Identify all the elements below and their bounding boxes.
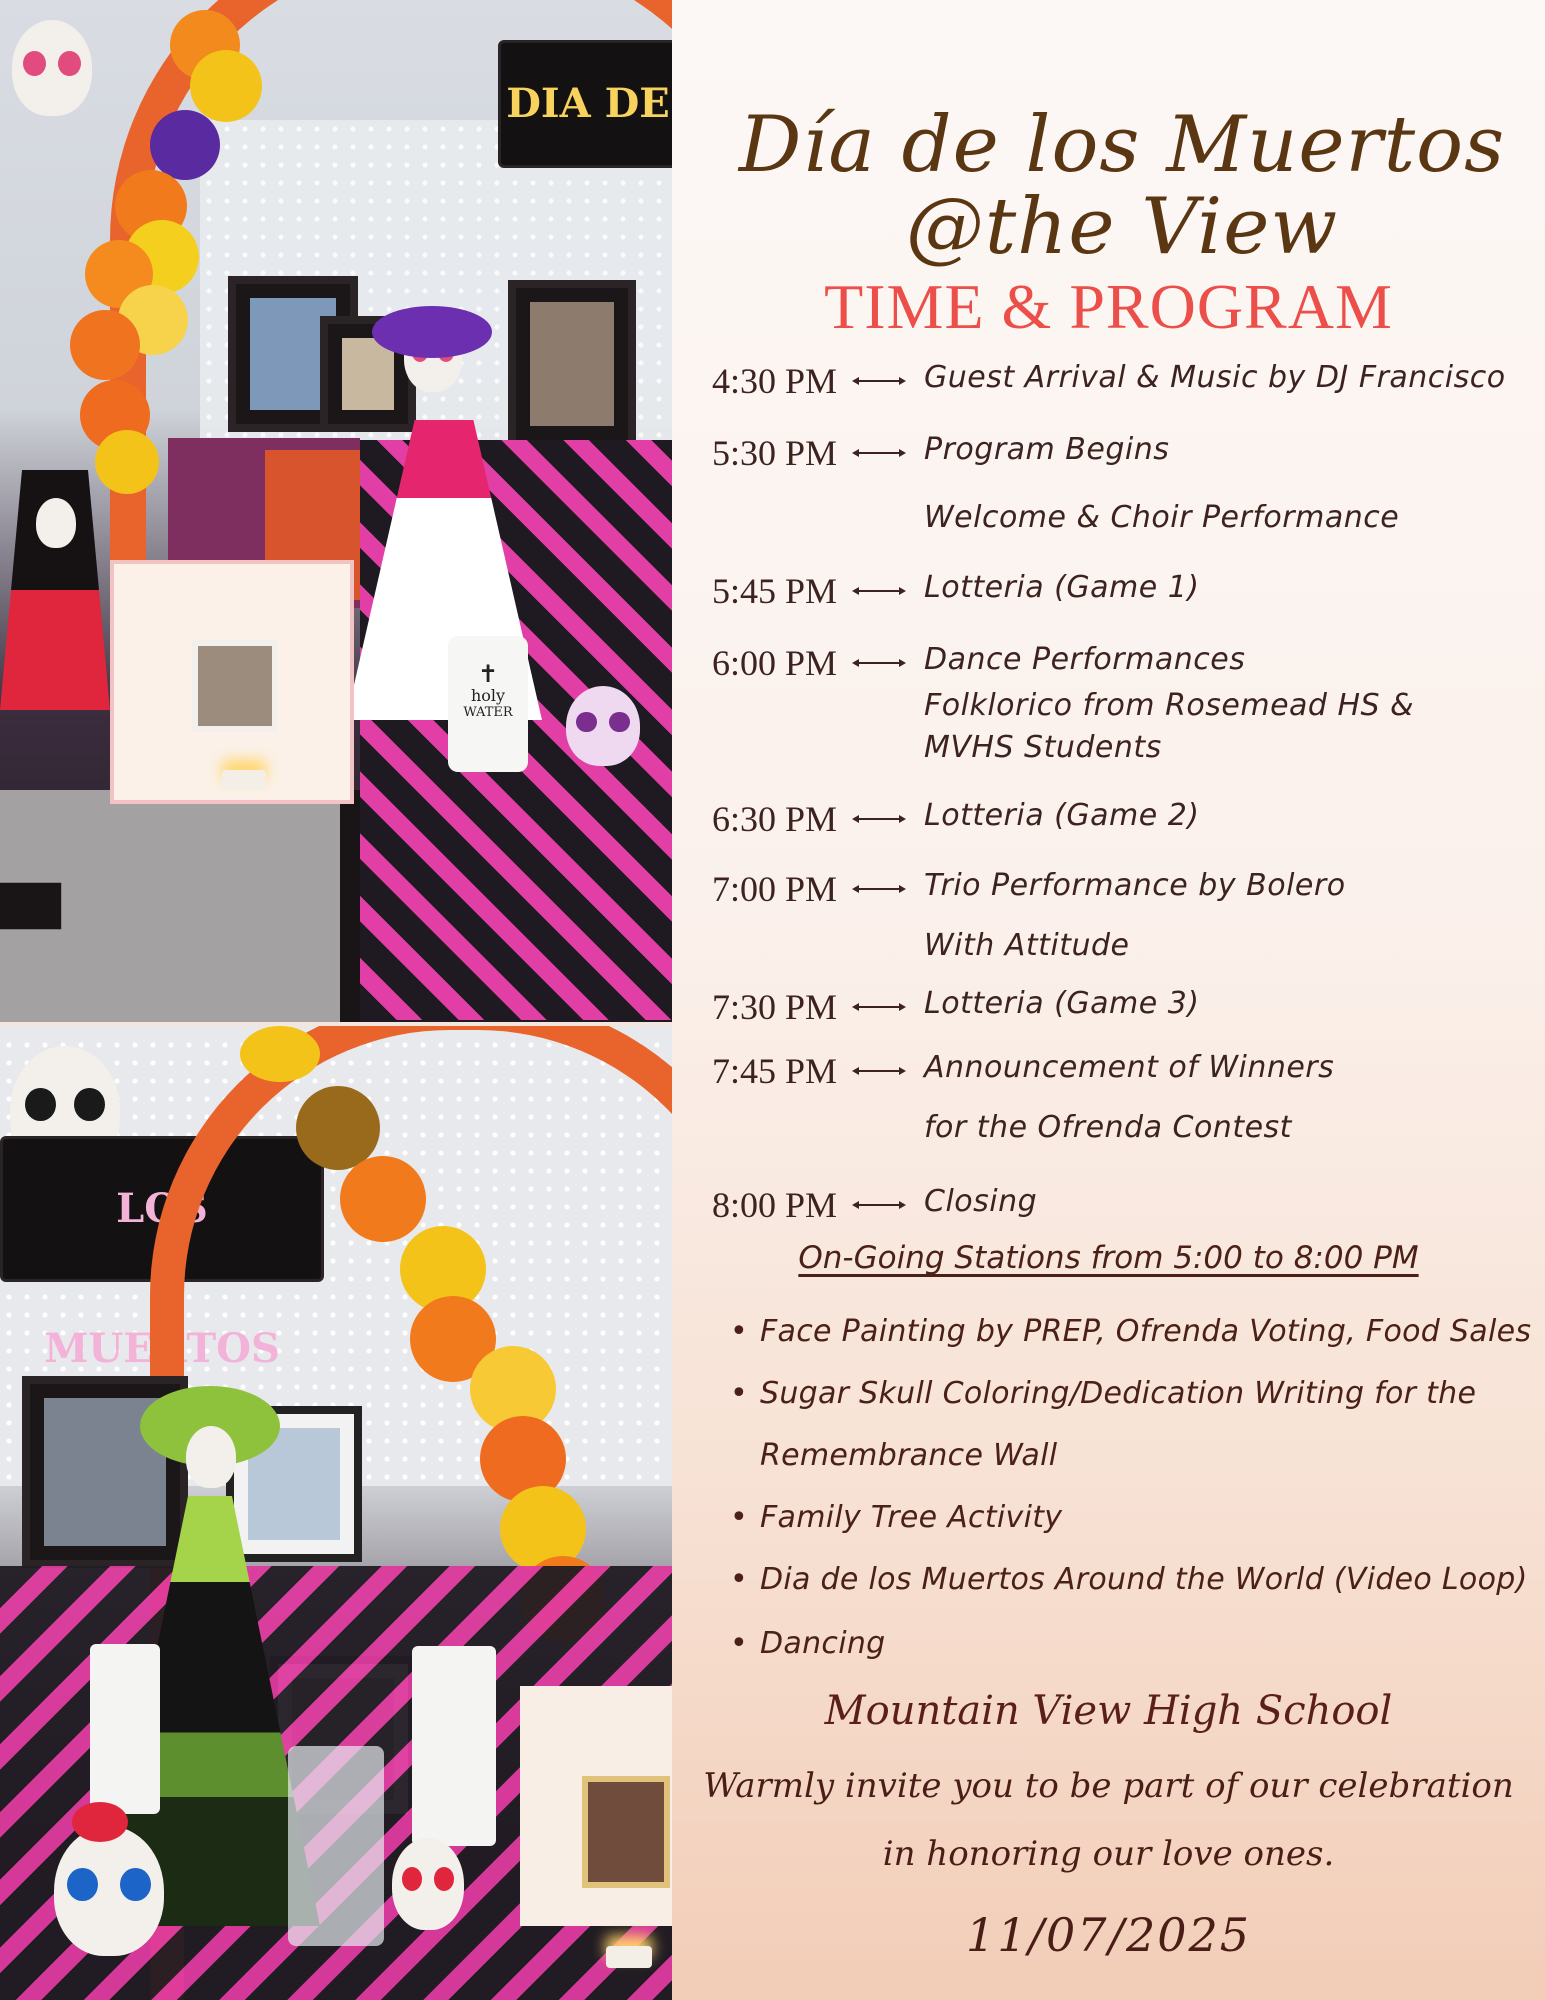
skull-eye	[609, 712, 630, 733]
catrina-head-left	[36, 498, 76, 548]
schedule-event: Lotteria (Game 1)	[924, 570, 1200, 605]
schedule-event: Trio Performance by Bolero	[924, 868, 1346, 903]
schedule-event: Program Begins	[924, 432, 1170, 467]
sign-text-bottom: LOS MUERTOS	[44, 1185, 280, 1372]
station-item: • Family Tree Activity	[760, 1500, 1062, 1535]
double-arrow-icon	[854, 380, 904, 382]
schedule-time: 4:30 PM	[712, 361, 838, 401]
schedule-row	[712, 570, 1532, 614]
skull-eye	[576, 712, 597, 733]
catrina-hat	[372, 306, 492, 358]
event-date: 11/07/2025	[965, 1908, 1252, 1962]
skull-eye	[74, 1088, 105, 1122]
schedule-row	[712, 1184, 1532, 1228]
marigold-flower	[70, 310, 140, 380]
invite-line: Warmly invite you to be part of our celebration	[703, 1766, 1514, 1806]
program-panel	[672, 0, 1545, 2000]
skull-eye	[434, 1867, 454, 1891]
schedule-time: 5:45 PM	[712, 571, 838, 611]
schedule-time: 7:00 PM	[712, 869, 838, 909]
shrine-photo	[582, 1776, 670, 1888]
station-item: • Dancing	[760, 1626, 885, 1661]
shrine-photo	[192, 640, 278, 732]
schedule-detail: MVHS Students	[924, 730, 1162, 765]
bottle-label-line1: holy	[470, 686, 506, 705]
schedule-event: Closing	[924, 1184, 1038, 1219]
marigold-flower	[95, 430, 159, 494]
schedule-detail: for the Ofrenda Contest	[924, 1110, 1292, 1145]
schedule-row	[712, 360, 1532, 404]
schedule-time: 7:45 PM	[712, 1051, 838, 1091]
holy-water-bottle	[448, 636, 528, 772]
sugar-skull-box	[566, 686, 640, 766]
schedule-event: Dance Performances	[924, 642, 1246, 677]
station-item-continued: Remembrance Wall	[760, 1438, 1058, 1473]
schedule-event: Lotteria (Game 2)	[924, 798, 1200, 833]
glass-candle	[412, 1646, 496, 1846]
glass-candle	[90, 1644, 160, 1814]
marigold-flower	[150, 110, 220, 180]
altar-photo-bottom	[0, 1026, 672, 2000]
double-arrow-icon	[854, 452, 904, 454]
altar-photo-top	[0, 0, 672, 1022]
sugar-skull-icon	[12, 20, 92, 116]
schedule-row	[712, 432, 1532, 476]
station-item: • Face Painting by PREP, Ofrenda Voting, Food Sales	[760, 1314, 1531, 1349]
school-name: Mountain View High School	[824, 1688, 1393, 1734]
double-arrow-icon	[854, 662, 904, 664]
sign-text-top: DIA DE	[506, 80, 670, 127]
skull-eye	[120, 1868, 151, 1902]
schedule-time: 6:30 PM	[712, 799, 838, 839]
page-title: Día de los Muertos @the View	[738, 100, 1506, 272]
schedule-row	[712, 1050, 1532, 1094]
skull-eye	[67, 1868, 98, 1902]
double-arrow-icon	[854, 1070, 904, 1072]
schedule-detail: With Attitude	[924, 928, 1130, 963]
station-item: • Sugar Skull Coloring/Dedication Writing for the	[760, 1376, 1476, 1411]
schedule-time: 6:00 PM	[712, 643, 838, 683]
schedule-row	[712, 986, 1532, 1030]
skull-eye	[58, 51, 80, 76]
schedule-event: Guest Arrival & Music by DJ Francisco	[924, 360, 1506, 395]
schedule-time: 5:30 PM	[712, 433, 838, 473]
double-arrow-icon	[854, 888, 904, 890]
double-arrow-icon	[854, 818, 904, 820]
schedule-time: 8:00 PM	[712, 1185, 838, 1225]
double-arrow-icon	[854, 1006, 904, 1008]
skull-eye	[402, 1867, 422, 1891]
schedule-detail: Welcome & Choir Performance	[924, 500, 1400, 535]
schedule-time: 7:30 PM	[712, 987, 838, 1027]
schedule-detail: Folklorico from Rosemead HS &	[924, 688, 1415, 723]
marigold-flower	[296, 1086, 380, 1170]
marigold-flower	[240, 1026, 320, 1082]
schedule-event: Announcement of Winners	[924, 1050, 1335, 1085]
double-arrow-icon	[854, 590, 904, 592]
schedule-row	[712, 798, 1532, 842]
skull-eye	[23, 51, 45, 76]
tealight-candle	[222, 770, 266, 790]
catrina-head-green	[186, 1426, 236, 1488]
bottle-label-line2: WATER	[463, 705, 513, 720]
marigold-flower	[190, 50, 262, 122]
schedule-row	[712, 868, 1532, 912]
station-item: • Dia de los Muertos Around the World (Video Loop)	[760, 1562, 1528, 1597]
stations-heading	[672, 1240, 1545, 1276]
program-heading: TIME & PROGRAM	[824, 271, 1393, 342]
schedule-row	[712, 642, 1532, 686]
skull-eye	[25, 1088, 56, 1122]
memorial-photo-frame	[508, 280, 636, 448]
glass-cup	[288, 1746, 384, 1946]
double-arrow-icon	[854, 1204, 904, 1206]
schedule-event: Lotteria (Game 3)	[924, 986, 1200, 1021]
sugar-skull-box	[392, 1838, 464, 1930]
tealight-candle	[606, 1946, 652, 1968]
stations-heading-text: On-Going Stations from 5:00 to 8:00 PM	[798, 1240, 1419, 1276]
marigold-flower	[340, 1156, 426, 1242]
rose-icon	[72, 1802, 128, 1842]
cross-icon: ✝	[477, 660, 499, 688]
sugar-skull	[54, 1826, 164, 1956]
invite-line: in honoring our love ones.	[882, 1834, 1335, 1874]
